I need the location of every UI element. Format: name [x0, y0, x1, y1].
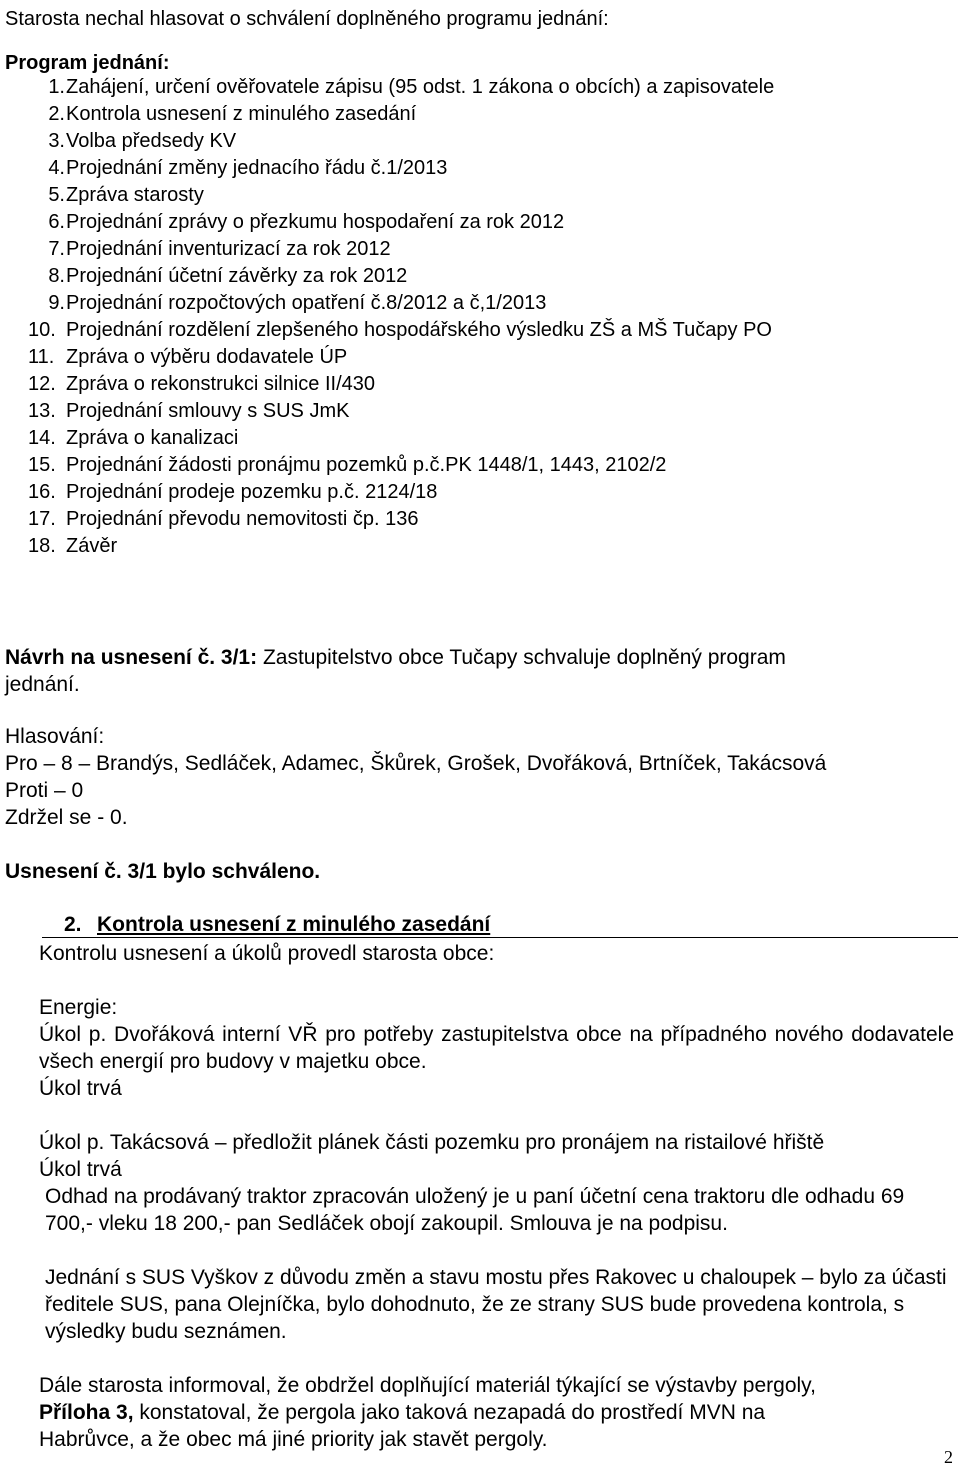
priloha-label: Příloha 3, — [39, 1401, 134, 1424]
program-item-text: Projednání převodu nemovitosti čp. 136 — [66, 508, 419, 530]
ukol-takacsova: Úkol p. Takácsová – předložit plánek části pozemku pro pronájem na ristailové hřiště — [39, 1131, 825, 1154]
resolution-text-cont: jednání. — [5, 673, 80, 696]
energie-title: Energie: — [39, 996, 118, 1019]
program-item-number: 11. — [28, 346, 55, 368]
voting-title: Hlasování: — [5, 725, 105, 748]
program-item-text: Zpráva o rekonstrukci silnice II/430 — [66, 373, 376, 395]
program-item-text: Zahájení, určení ověřovatele zápisu (95 odst. 1 zákona o obcích) a zapisovatele — [66, 76, 775, 98]
section-rule — [42, 937, 958, 938]
program-item-text: Projednání změny jednacího řádu č.1/2013 — [66, 157, 448, 179]
section-number: 2. — [64, 913, 82, 936]
ukol-takacsova-status: Úkol trvá — [39, 1158, 122, 1181]
priloha-text: konstatoval, že pergola jako taková nezapadá do prostředí MVN na — [133, 1401, 766, 1424]
program-item-number: 10. — [28, 319, 56, 341]
jednani-sus: Jednání s SUS Vyškov z důvodu změn a stavu mostu přes Rakovec u chaloupek – bylo za účasti ředitele SUS, pana Olejníčka, bylo dohodnuto, že ze strany SUS bude provedena kontrola, s výsledky budu seznámen. — [45, 1266, 947, 1343]
program-item-text: Závěr — [66, 535, 118, 557]
program-item-number: 17. — [28, 508, 56, 530]
resolution-proposal — [5, 644, 786, 671]
dale-starosta: Dále starosta informoval, že obdržel doplňující materiál týkající se výstavby pergoly, — [39, 1374, 816, 1397]
program-item-text: Zpráva o kanalizaci — [66, 427, 239, 449]
program-item-text: Volba předsedy KV — [66, 130, 237, 152]
section-title: Kontrola usnesení z minulého zasedání — [97, 913, 491, 936]
program-item-number: 18. — [28, 535, 56, 557]
program-item-number: 15. — [28, 454, 56, 476]
program-item-text: Projednání rozpočtových opatření č.8/2012 a č,1/2013 — [66, 292, 547, 314]
voting-zdrzel: Zdržel se - 0. — [5, 806, 128, 829]
program-item-text: Projednání účetní závěrky za rok 2012 — [66, 265, 408, 287]
program-item-number: 7. — [48, 238, 65, 260]
control-intro: Kontrolu usnesení a úkolů provedl starosta obce: — [39, 942, 495, 965]
program-item-number: 3. — [48, 130, 65, 152]
resolution-label: Návrh na usnesení č. 3/1: — [5, 646, 258, 669]
program-item-text: Projednání prodeje pozemku p.č. 2124/18 — [66, 481, 438, 503]
program-item-number: 2. — [48, 103, 65, 125]
program-item-text: Zpráva starosty — [66, 184, 204, 206]
program-item-text: Projednání zprávy o přezkumu hospodaření za rok 2012 — [66, 211, 565, 233]
voting-proti: Proti – 0 — [5, 779, 84, 802]
resolution-approved: Usnesení č. 3/1 bylo schváleno. — [5, 860, 321, 883]
program-item-number: 8. — [48, 265, 65, 287]
program-item-number: 14. — [28, 427, 56, 449]
program-item-text: Kontrola usnesení z minulého zasedání — [66, 103, 417, 125]
program-item-number: 1. — [48, 76, 65, 98]
program-item-number: 6. — [48, 211, 65, 233]
odhad-traktor: Odhad na prodávaný traktor zpracován uložený je u paní účetní cena traktoru dle odhadu 69 700,- vleku 18 200,- pan Sedláček obojí zakoupil. Smlouva je na podpisu. — [45, 1185, 905, 1235]
program-item-text: Zpráva o výběru dodavatele ÚP — [66, 346, 348, 368]
program-item-number: 13. — [28, 400, 56, 422]
intro-line: Starosta nechal hlasovat o schválení doplněného programu jednání: — [5, 8, 609, 30]
ukol-dvorakova-status: Úkol trvá — [39, 1077, 122, 1100]
program-item-number: 5. — [48, 184, 65, 206]
program-item-text: Projednání inventurizací za rok 2012 — [66, 238, 391, 260]
program-item-number: 4. — [48, 157, 65, 179]
priloha-cont: Habrůvce, a že obec má jiné priority jak stavět pergoly. — [39, 1428, 548, 1451]
voting-pro: Pro – 8 – Brandýs, Sedláček, Adamec, Škůrek, Grošek, Dvořáková, Brtníček, Takácsová — [5, 752, 827, 775]
program-item-text: Projednání smlouvy s SUS JmK — [66, 400, 350, 422]
priloha-line — [39, 1399, 765, 1426]
program-item-text: Projednání žádosti pronájmu pozemků p.č.PK 1448/1, 1443, 2102/2 — [66, 454, 667, 476]
program-title: Program jednání: — [5, 52, 170, 74]
ukol-dvorakova: Úkol p. Dvořáková interní VŘ pro potřeby zastupitelstva obce na případného nového dodavatele všech energií pro budovy v majetku obce. — [39, 1023, 954, 1073]
resolution-text: Zastupitelstvo obce Tučapy schvaluje doplněný program — [257, 646, 786, 669]
program-item-number: 9. — [48, 292, 65, 314]
page-number: 2 — [944, 1447, 953, 1467]
program-item-number: 16. — [28, 481, 56, 503]
program-item-text: Projednání rozdělení zlepšeného hospodářského výsledku ZŠ a MŠ Tučapy PO — [66, 319, 772, 341]
program-item-number: 12. — [28, 373, 56, 395]
